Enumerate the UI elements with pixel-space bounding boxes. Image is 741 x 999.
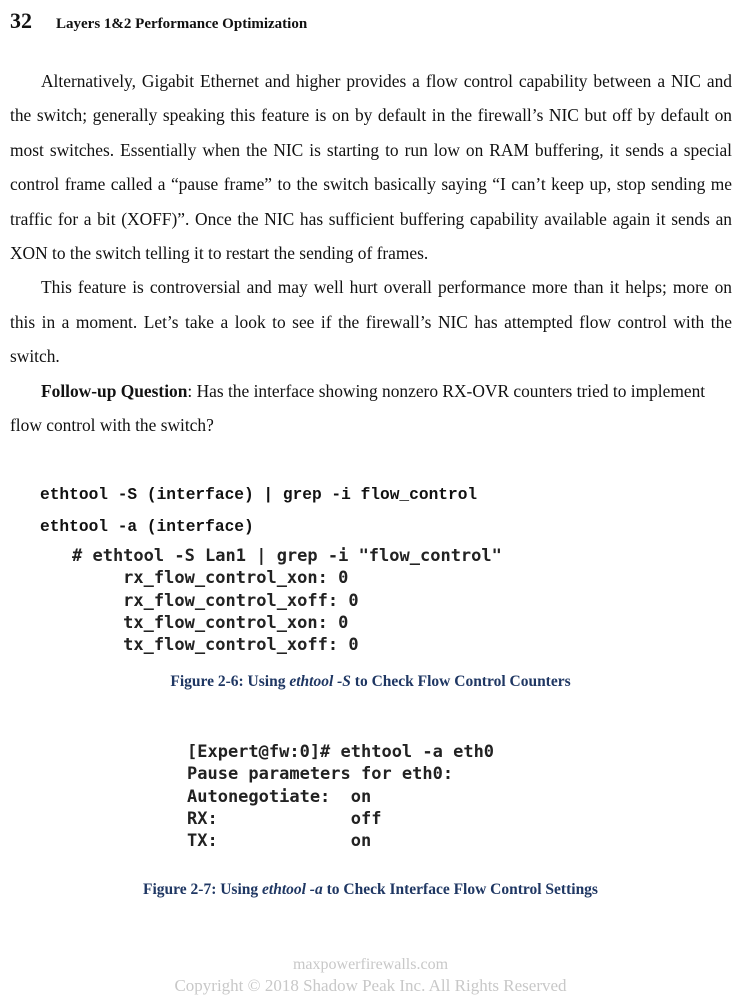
body-text bbox=[10, 64, 732, 442]
footer-site: maxpowerfirewalls.com bbox=[292, 956, 449, 973]
figure-2-6-terminal bbox=[72, 545, 502, 656]
figure-2-7-caption bbox=[0, 881, 741, 899]
terminal-line: tx_flow_control_xoff: 0 bbox=[72, 635, 359, 656]
terminal-line: # ethtool -S Lan1 | grep -i "flow_control" bbox=[72, 546, 502, 566]
paragraph-controversial: This feature is controversial and may well hurt overall performance more than it helps; more on this in a moment. Let’s take a look to see if the firewall’s NIC has attempted flow control with the switch. bbox=[10, 277, 732, 367]
caption-prefix: Figure 2-6: Using bbox=[170, 673, 290, 690]
terminal-line: rx_flow_control_xoff: 0 bbox=[72, 590, 359, 611]
caption-prefix: Figure 2-7: Using bbox=[143, 881, 263, 898]
figure-2-6-caption bbox=[0, 673, 741, 691]
terminal-line: rx_flow_control_xon: 0 bbox=[72, 568, 349, 589]
caption-command: ethtool -a bbox=[262, 881, 323, 898]
page-number: 32 bbox=[10, 8, 32, 33]
command-line: ethtool -S (interface) | grep -i flow_control bbox=[40, 486, 478, 504]
page-header bbox=[10, 8, 307, 34]
follow-up-text: : Has the interface showing nonzero RX-OVR counters tried to implement flow control with the switch? bbox=[10, 380, 706, 436]
footer-copyright: Copyright © 2018 Shadow Peak Inc. All Rights Reserved bbox=[174, 976, 567, 995]
paragraph-follow-up bbox=[10, 374, 732, 443]
terminal-line: tx_flow_control_xon: 0 bbox=[72, 612, 349, 633]
caption-command: ethtool -S bbox=[289, 673, 351, 690]
command-line: ethtool -a (interface) bbox=[40, 518, 254, 536]
terminal-line: [Expert@fw:0]# ethtool -a eth0 bbox=[187, 742, 495, 762]
caption-suffix: to Check Interface Flow Control Settings bbox=[322, 881, 598, 898]
caption-suffix: to Check Flow Control Counters bbox=[350, 673, 571, 690]
terminal-line: TX: on bbox=[187, 831, 372, 852]
follow-up-label: Follow-up Question bbox=[41, 380, 188, 401]
running-title: Layers 1&2 Performance Optimization bbox=[56, 16, 308, 32]
figure-2-7-terminal bbox=[187, 741, 494, 852]
terminal-line: Pause parameters for eth0: bbox=[187, 764, 454, 785]
paragraph-flow-control: Alternatively, Gigabit Ethernet and higher provides a flow control capability between a NIC and the switch; generally speaking this feature is on by default in the firewall’s NIC but off by default on most switches. Essentially when the NIC is starting to run low on RAM buffering, it sends a special control frame called a “pause frame” to the switch basically saying “I can’t keep up, stop sending me traffic for a bit (XOFF)”. Once the NIC has sufficient buffering capability available again it sends an XON to the switch telling it to restart the sending of frames. bbox=[10, 71, 732, 264]
command-list bbox=[40, 479, 477, 543]
terminal-line: RX: off bbox=[187, 808, 382, 829]
terminal-line: Autonegotiate: on bbox=[187, 786, 372, 807]
